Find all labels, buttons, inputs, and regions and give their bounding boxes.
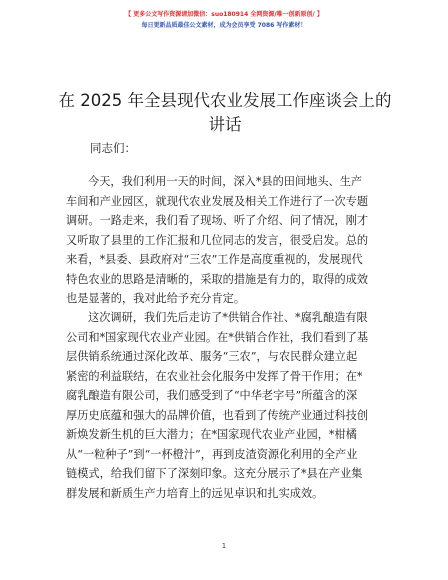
paragraph-line: 今天，我们利用一天的时间，深入*县的田间地头、生产 <box>88 175 363 188</box>
paragraph-line: 也是显著的，我对此给予充分肯定。 <box>66 292 246 305</box>
paragraph-line: 这次调研，我们先后走访了*供销合作社、*腐乳酿造有限 <box>88 311 368 324</box>
paragraph-1 <box>66 172 386 309</box>
promo-banner-line-2: 每日更新品质最佳公文素材，成为会员享受 7086 写作素材！ <box>141 22 307 29</box>
paragraph-line: 公司和*国家现代农业产业园。在*供销合作社，我们看到了基 <box>66 330 369 344</box>
paragraph-2 <box>66 308 386 503</box>
paragraph-line: 特色农业的思路是清晰的，采取的措施是有力的，取得的成效 <box>66 272 369 286</box>
paragraph-line: 紧密的利益联结，在农业社会化服务中发挥了骨干作用；在* <box>66 369 363 383</box>
paragraph-line: 从“一粒种子”到“一杯橙汁”，再到皮渣资源化利用的全产业 <box>66 447 358 461</box>
paragraph-line: 腐乳酿造有限公司，我们感受到了“中华老字号”所蕴含的深 <box>66 389 358 402</box>
paragraph-line: 又听取了县里的工作汇报和几位同志的发言，很受启发。总的 <box>66 233 369 247</box>
paragraph-line: 来看，*县委、县政府对“三农”工作是高度重视的，发展现代 <box>66 253 363 266</box>
promo-banner-line-1: 【 更多公文写作资源请加微信：suo180914 全网资源/唯一创新原创/ 】 <box>125 11 323 18</box>
paragraph-line: 厚历史底蕴和强大的品牌价值，也看到了传统产业通过科技创 <box>66 408 369 422</box>
paragraph-line: 层供销系统通过深化改革、服务“三农”，与农民群众建立起 <box>66 350 358 363</box>
document-title: 在 2025 年全县现代农业发展工作座谈会上的讲话 <box>58 91 392 134</box>
paragraph-line: 调研。一路走来，我们看了现场、听了介绍、问了情况，刚才 <box>66 214 369 227</box>
paragraph-line: 新焕发新生机的巨大潜力；在*国家现代农业产业园，*柑橘 <box>66 428 357 441</box>
paragraph-line: 群发展和新质生产力培育上的远见卓识和扎实成效。 <box>66 486 324 500</box>
paragraph-line: 车间和产业园区，就现代农业发展及相关工作进行了一次专题 <box>66 194 369 208</box>
greeting: 同志们： <box>90 141 136 155</box>
paragraph-line: 链模式，给我们留下了深刻印象。这充分展示了*县在产业集 <box>66 467 363 480</box>
page-number: 1 <box>221 542 227 550</box>
